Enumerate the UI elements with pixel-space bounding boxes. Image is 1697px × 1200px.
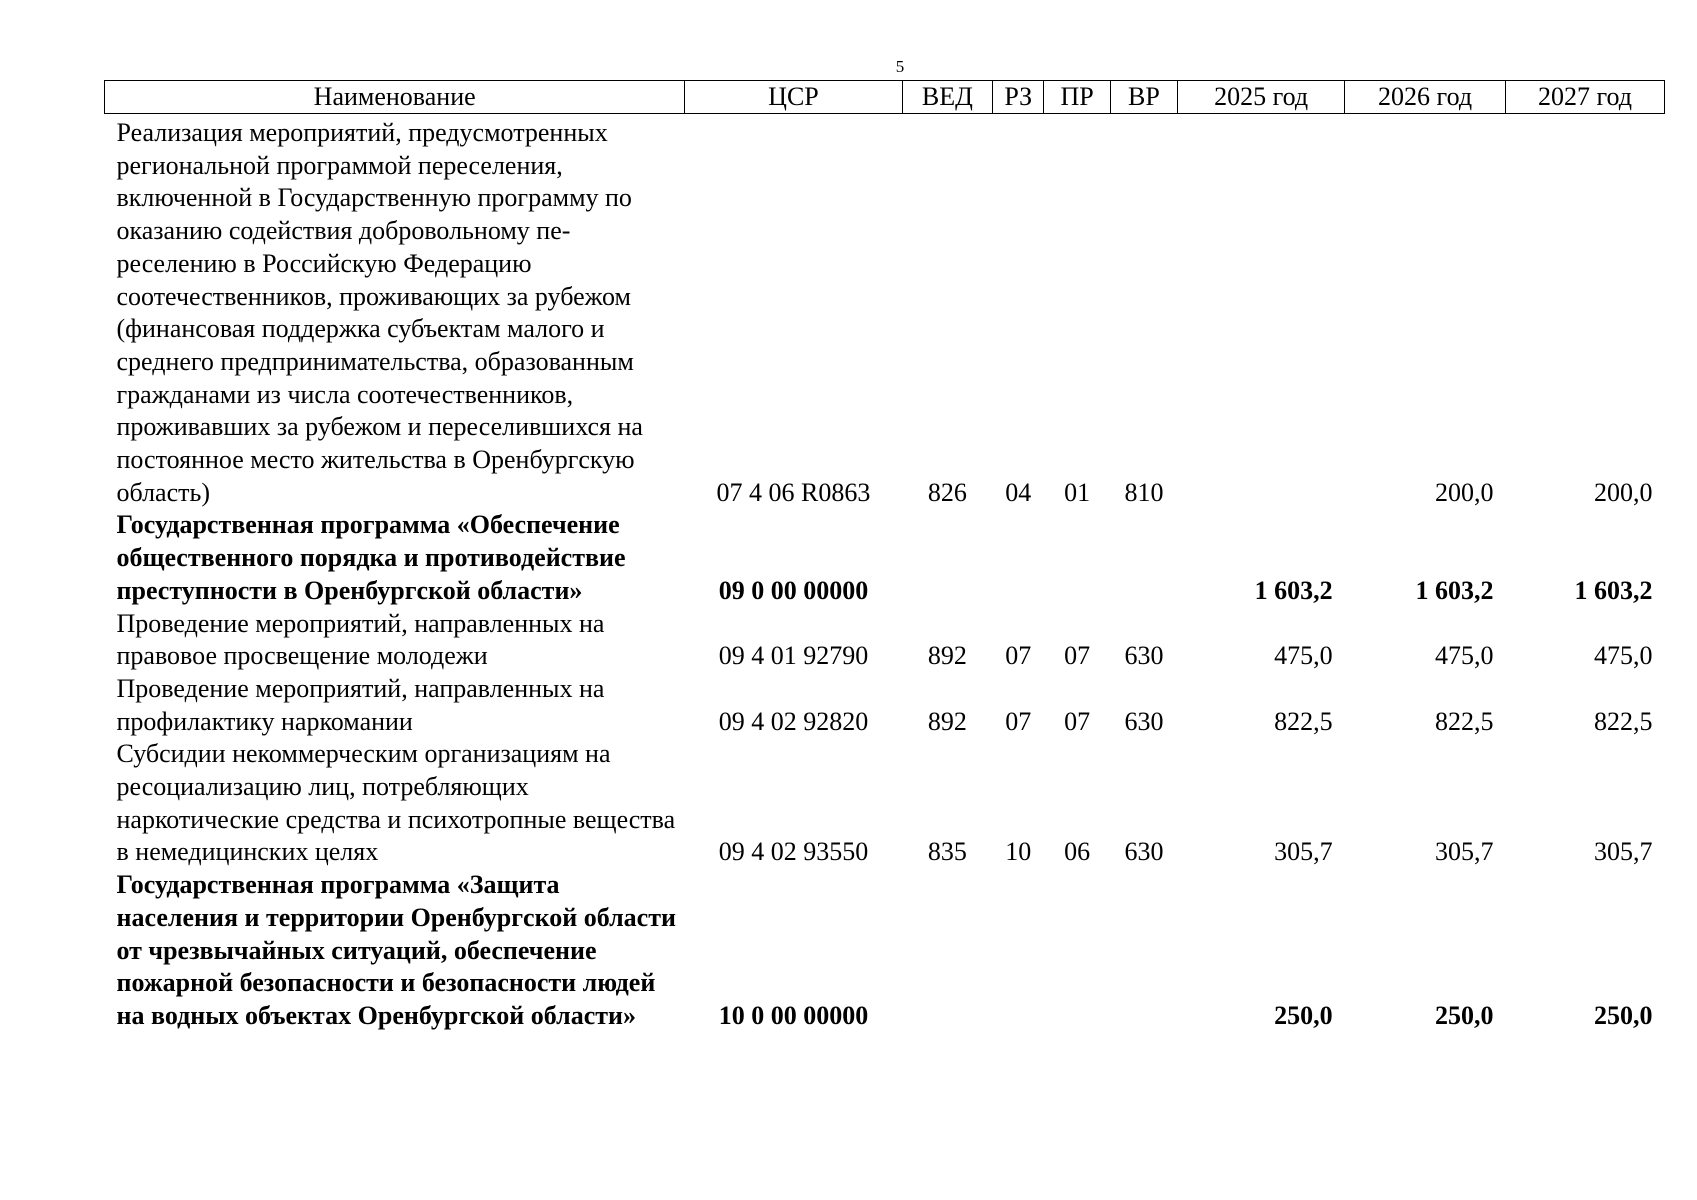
table-header-row [105, 81, 1665, 114]
row-csr: 09 0 00 00000 [718, 575, 869, 605]
page-number: 5 [895, 57, 905, 76]
row-2026: 475,0 [1435, 641, 1494, 671]
row-2025: 305,7 [1274, 837, 1333, 867]
row-ved [902, 869, 993, 1033]
row-2027: 305,7 [1594, 837, 1653, 867]
row-csr: 09 4 01 92790 [718, 641, 869, 671]
row-2027: 822,5 [1594, 706, 1653, 736]
header-csr: ЦСР [685, 81, 902, 114]
row-2027: 475,0 [1594, 641, 1653, 671]
row-vr [1110, 869, 1177, 1033]
table-row [105, 114, 1665, 510]
table-row-program [105, 509, 1665, 607]
row-ved [902, 509, 993, 607]
row-csr: 07 4 06 R0863 [716, 477, 871, 507]
row-2026: 1 603,2 [1415, 575, 1494, 605]
row-2025 [1178, 114, 1345, 510]
row-2025: 1 603,2 [1254, 575, 1333, 605]
table-row [105, 673, 1665, 738]
row-rz: 07 [1005, 706, 1032, 736]
row-2027: 250,0 [1594, 1000, 1653, 1030]
header-vr: ВР [1110, 81, 1177, 114]
row-pr: 01 [1064, 477, 1091, 507]
row-rz [993, 869, 1044, 1033]
row-vr: 630 [1124, 641, 1164, 671]
row-2026: 250,0 [1435, 1000, 1494, 1030]
row-pr [1044, 869, 1110, 1033]
row-2027: 200,0 [1594, 477, 1653, 507]
header-2027: 2027 год [1506, 81, 1665, 114]
row-name: Проведение мероприятий, направленных на профилактику наркомании [116, 673, 605, 736]
row-pr [1044, 509, 1110, 607]
header-name: Наименование [105, 81, 685, 114]
row-pr: 07 [1064, 706, 1091, 736]
row-name: Государственная программа «Защита населения и территории Оренбургской области от чрезвычайных ситуаций, обеспечение пожарной безопасности и безопасности людей на водных объектах Оренбургской области» [116, 870, 676, 1030]
header-2026: 2026 год [1345, 81, 1506, 114]
header-2025: 2025 год [1178, 81, 1345, 114]
row-name: Проведение мероприятий, направленных на правовое просвещение молодежи [116, 608, 605, 671]
row-vr: 630 [1124, 706, 1164, 736]
row-csr: 09 4 02 92820 [718, 706, 869, 736]
row-vr: 630 [1124, 837, 1164, 867]
row-2026: 200,0 [1435, 477, 1494, 507]
row-pr: 07 [1064, 641, 1091, 671]
header-ved: ВЕД [902, 81, 993, 114]
row-2025: 250,0 [1274, 1000, 1333, 1030]
row-ved: 826 [927, 477, 967, 507]
row-vr: 810 [1124, 477, 1164, 507]
row-ved: 835 [927, 837, 967, 867]
row-csr: 10 0 00 00000 [718, 1000, 869, 1030]
row-2025: 475,0 [1274, 641, 1333, 671]
row-vr [1110, 509, 1177, 607]
row-2026: 305,7 [1435, 837, 1494, 867]
table-row-program [105, 869, 1665, 1033]
table-row [105, 738, 1665, 869]
row-rz: 04 [1005, 477, 1032, 507]
row-name: Государственная программа «Обеспечение общественного порядка и противодействие преступности в Оренбургской области» [116, 510, 626, 605]
row-name: Субсидии некоммерческим организациям на ресоциализацию лиц, потребляющих наркотические средства и психотропные вещества в немедицинских целях [116, 739, 676, 867]
row-pr: 06 [1064, 837, 1091, 867]
row-rz [993, 509, 1044, 607]
header-rz: РЗ [993, 81, 1044, 114]
budget-table [104, 80, 1665, 1033]
row-ved: 892 [927, 641, 967, 671]
row-name: Реализация мероприятий, предусмотренных региональной программой переселения, включенной в Государственную программу по оказанию содействия добровольному пе-реселению в Российскую Федерацию соотечественников, проживающих за рубежом (финансовая поддержка субъектам малого и среднего предпринимательства, образованным гражданами из числа соотечественников, проживавших за рубежом и переселившихся на постоянное место жительства в Оренбургскую область) [116, 118, 643, 507]
row-csr: 09 4 02 93550 [718, 837, 869, 867]
row-2027: 1 603,2 [1574, 575, 1653, 605]
row-ved: 892 [927, 706, 967, 736]
row-2026: 822,5 [1435, 706, 1494, 736]
header-pr: ПР [1044, 81, 1110, 114]
row-rz: 07 [1005, 641, 1032, 671]
row-rz: 10 [1005, 837, 1032, 867]
row-2025: 822,5 [1274, 706, 1333, 736]
table-row [105, 608, 1665, 673]
